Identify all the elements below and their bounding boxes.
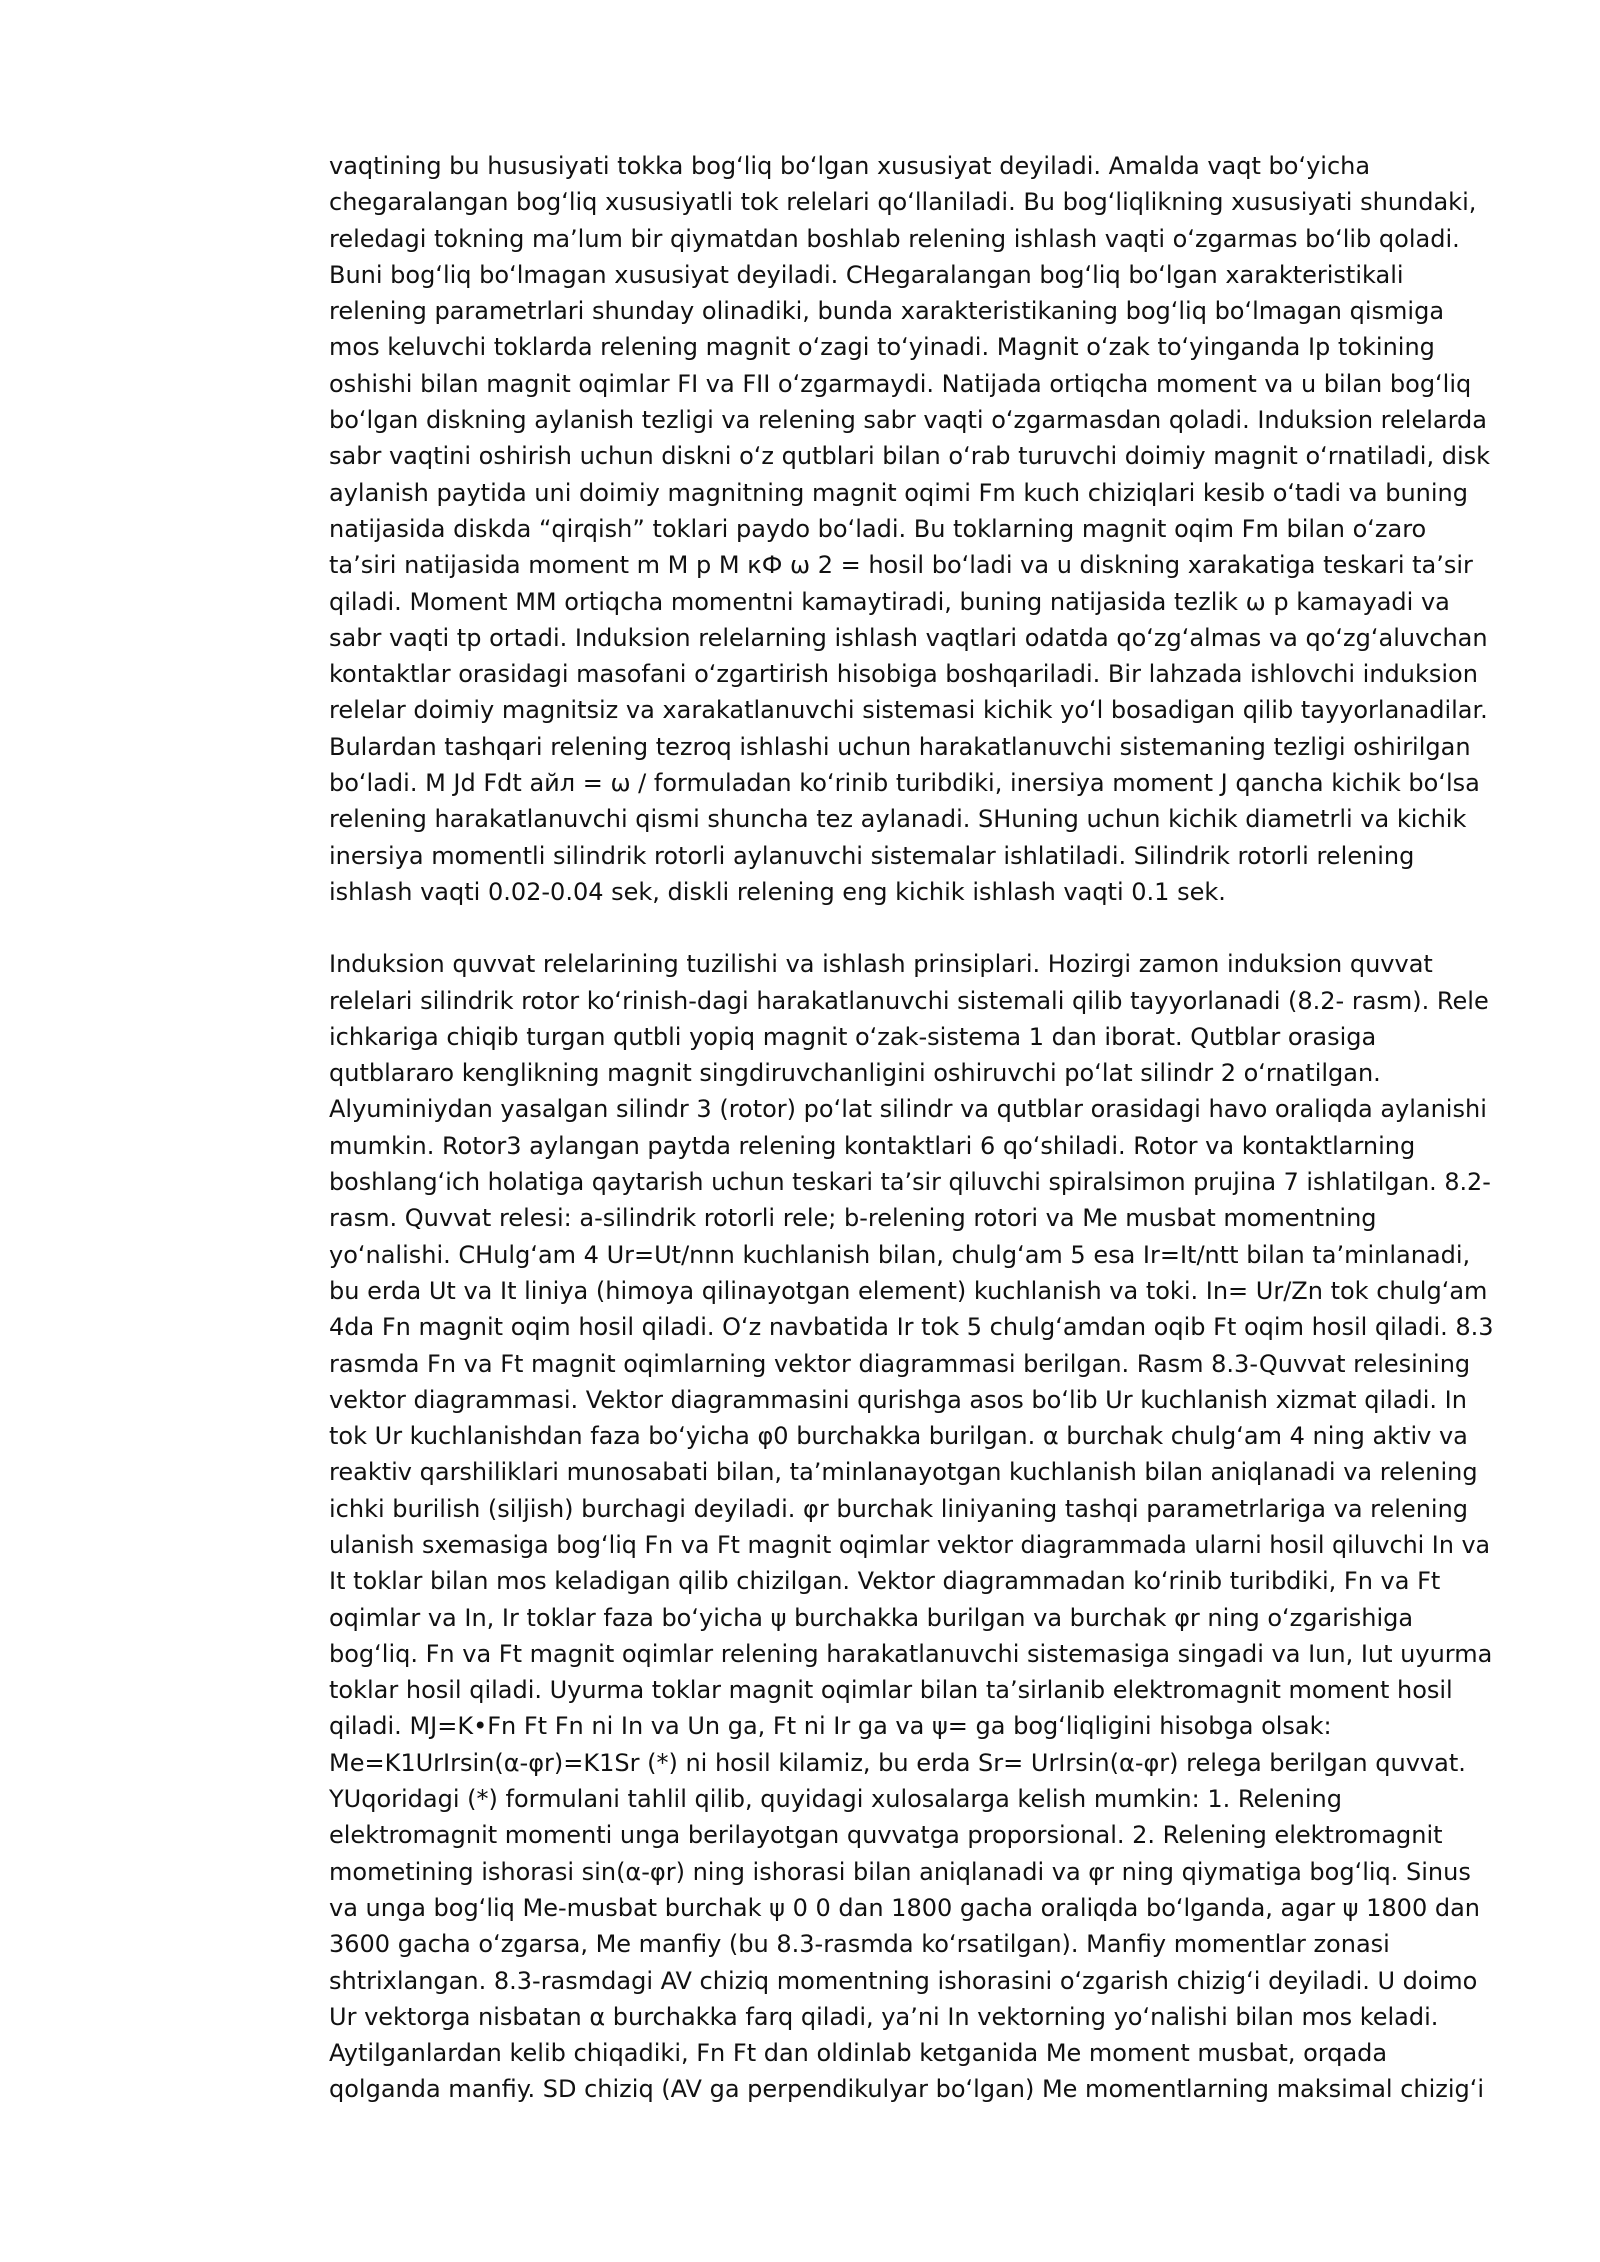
text-line: sabr vaqtini oshirish uchun diskni oʻz qutblari bilan oʻrab turuvchi doimiy magnit oʻrnatiladi, disk (329, 442, 1491, 471)
text-line: aylanish paytida uni doimiy magnitning magnit oqimi Fm kuch chiziqlari kesib oʻtadi va buning (329, 478, 1468, 507)
text-line: boʻlgan diskning aylanish tezligi va relening sabr vaqti oʻzgarmasdan qoladi. Induksion relelarda (329, 406, 1487, 435)
text-line: It toklar bilan mos keladigan qilib chizilgan. Vektor diagrammadan koʻrinib turibdiki, Fn va Ft (329, 1567, 1441, 1596)
text-line: rasm. Quvvat relesi: a-silindrik rotorli rele; b-relening rotori va Me musbat momentning (329, 1204, 1377, 1233)
text-line: ichki burilish (siljish) burchagi deyiladi. φr burchak liniyaning tashqi parametrlariga va relening (329, 1494, 1469, 1523)
text-line: boshlangʻich holatiga qaytarish uchun teskari taʼsir qiluvchi spiralsimon prujina 7 ishlatilgan. 8.2- (329, 1168, 1491, 1197)
text-line: rasmda Fn va Ft magnit oqimlarning vektor diagrammasi berilgan. Rasm 8.3-Quvvat relesining (329, 1349, 1471, 1378)
text-line: YUqoridagi (*) formulani tahlil qilib, quyidagi xulosalarga kelish mumkin: 1. Relening (329, 1785, 1343, 1814)
text-line: Bulardan tashqari relening tezroq ishlashi uchun harakatlanuvchi sistemaning tezligi oshirilgan (329, 732, 1471, 761)
text-line: reledagi tokning maʼlum bir qiymatdan boshlab relening ishlash vaqti oʻzgarmas boʻlib qoladi. (329, 224, 1460, 253)
text-line: qiladi. Moment MM ortiqcha momentni kamaytiradi, buning natijasida tezlik ω p kamayadi va (329, 587, 1450, 616)
document-body (329, 148, 1497, 2108)
text-line: toklar hosil qiladi. Uyurma toklar magnit oqimlar bilan taʼsirlanib elektromagnit moment hosil (329, 1676, 1453, 1705)
text-line: boʻladi. M Jd Fdt айл = ω / formuladan koʻrinib turibdiki, inersiya moment J qancha kichik boʻlsa (329, 769, 1480, 798)
text-line: oshishi bilan magnit oqimlar FI va FII oʻzgarmaydi. Natijada ortiqcha moment va u bilan bogʻliq (329, 369, 1472, 398)
text-line: bogʻliq. Fn va Ft magnit oqimlar relening harakatlanuvchi sistemasiga singadi va Iun, Iut uyurma (329, 1639, 1493, 1668)
text-line: vaqtining bu hususiyati tokka bogʻliq boʻlgan xususiyat deyiladi. Amalda vaqt boʻyicha (329, 152, 1371, 180)
text-line: mos keluvchi toklarda relening magnit oʻzagi toʻyinadi. Magnit oʻzak toʻyinganda Ip tokining (329, 333, 1435, 362)
text-line: Alyuminiydan yasalgan silindr 3 (rotor) poʻlat silindr va qutblar orasidagi havo oraliqda aylanishi (329, 1095, 1487, 1124)
text-line: oqimlar va In, Ir toklar faza boʻyicha ψ burchakka burilgan va burchak φr ning oʻzgarishiga (329, 1603, 1414, 1632)
text-line: ishlash vaqti 0.02-0.04 sek, diskli relening eng kichik ishlash vaqti 0.1 sek. (329, 877, 1226, 906)
text-line: relening parametrlari shunday olinadiki, bunda xarakteristikaning bogʻliq boʻlmagan qismiga (329, 297, 1445, 326)
text-line: Ur vektorga nisbatan α burchakka farq qiladi, yaʼni In vektorning yoʻnalishi bilan mos keladi. (329, 2002, 1439, 2031)
text-line: sabr vaqti tp ortadi. Induksion relelarning ishlash vaqtlari odatda qoʻzgʻalmas va qoʻzgʻaluvchan (329, 623, 1488, 652)
text-line: reaktiv qarshiliklari munosabati bilan, taʼminlanayotgan kuchlanish bilan aniqlanadi va relening (329, 1458, 1478, 1487)
text-line: bu erda Ut va It liniya (himoya qilinayotgan element) kuchlanish va toki. In= Ur/Zn tok chulgʻam (329, 1276, 1488, 1305)
text-line: va unga bogʻliq Me-musbat burchak ψ 0 0 dan 1800 gacha oraliqda boʻlganda, agar ψ 1800 dan (329, 1893, 1481, 1922)
text-line: mumkin. Rotor3 aylangan paytda relening kontaktlari 6 qoʻshiladi. Rotor va kontaktlarning (329, 1131, 1416, 1160)
text-line: inersiya momentli silindrik rotorli aylanuvchi sistemalar ishlatiladi. Silindrik rotorli relening (329, 841, 1415, 870)
text-line: relelar doimiy magnitsiz va xarakatlanuvchi sistemasi kichik yoʻl bosadigan qilib tayyorlanadilar. (329, 696, 1488, 725)
text-line: natijasida diskda “qirqish” toklari paydo boʻladi. Bu toklarning magnit oqim Fm bilan oʻzaro (329, 514, 1427, 543)
text-line: shtrixlangan. 8.3-rasmdagi AV chiziq momentning ishorasini oʻzgarish chizigʻi deyiladi. U doimo (329, 1966, 1478, 1995)
text-line: mometining ishorasi sin(α-φr) ning ishorasi bilan aniqlanadi va φr ning qiymatiga bogʻliq. Sinus (329, 1857, 1471, 1886)
text-line: kontaktlar orasidagi masofani oʻzgartirish hisobiga boshqariladi. Bir lahzada ishlovchi induksion (329, 660, 1478, 689)
text-line: relening harakatlanuvchi qismi shuncha tez aylanadi. SHuning uchun kichik diametrli va kichik (329, 805, 1467, 834)
text-line: vektor diagrammasi. Vektor diagrammasini qurishga asos boʻlib Ur kuchlanish xizmat qiladi. In (329, 1385, 1467, 1414)
text-line: relelari silindrik rotor koʻrinish-dagi harakatlanuvchi sistemali qilib tayyorlanadi (8.2- rasm). Rele (329, 986, 1489, 1015)
text-line: Induksion quvvat relelarining tuzilishi va ishlash prinsiplari. Hozirgi zamon induksion quvvat (329, 950, 1433, 979)
text-line: ichkariga chiqib turgan qutbli yopiq magnit oʻzak-sistema 1 dan iborat. Qutblar orasiga (329, 1022, 1377, 1051)
text-line: qolganda manfiy. SD chiziq (AV ga perpendikulyar boʻlgan) Me momentlarning maksimal chizigʻi (329, 2075, 1485, 2104)
text-line: qiladi. MJ=K•Fn Ft Fn ni In va Un ga, Ft ni Ir ga va ψ= ga bogʻliqligini hisobga olsak: (329, 1712, 1332, 1741)
text-line: yoʻnalishi. CHulgʻam 4 Ur=Ut/nnn kuchlanish bilan, chulgʻam 5 esa Ir=It/ntt bilan taʼminlanadi, (329, 1240, 1471, 1269)
text-line: 4da Fn magnit oqim hosil qiladi. Oʻz navbatida Ir tok 5 chulgʻamdan oqib Ft oqim hosil qiladi. 8.3 (329, 1313, 1494, 1342)
text-line: Buni bogʻliq boʻlmagan xususiyat deyiladi. CHegaralangan bogʻliq boʻlgan xarakteristikali (329, 260, 1404, 289)
text-line: taʼsiri natijasida moment m M p M кФ ω 2 = hosil boʻladi va u diskning xarakatiga teskari taʼsir (329, 551, 1473, 580)
text-line: ulanish sxemasiga bogʻliq Fn va Ft magnit oqimlar vektor diagrammada ularni hosil qiluvchi In va (329, 1530, 1491, 1559)
text-line: Aytilganlardan kelib chiqadiki, Fn Ft dan oldinlab ketganida Me moment musbat, orqada (329, 2039, 1388, 2068)
paragraph (329, 946, 1497, 2108)
text-line: chegaralangan bogʻliq xususiyatli tok relelari qoʻllaniladi. Bu bogʻliqlikning xususiyati shundaki, (329, 188, 1477, 217)
paragraph (329, 148, 1497, 910)
text-line: elektromagnit momenti unga berilayotgan quvvatga proporsional. 2. Relening elektromagnit (329, 1821, 1443, 1850)
text-line: Me=K1UrIrsin(α-φr)=K1Sr (*) ni hosil kilamiz, bu erda Sr= UrIrsin(α-φr) relega berilgan quvvat. (329, 1748, 1466, 1777)
text-line: qutblararo kenglikning magnit singdiruvchanligini oshiruvchi poʻlat silindr 2 oʻrnatilgan. (329, 1059, 1381, 1088)
text-line: tok Ur kuchlanishdan faza boʻyicha φ0 burchakka burilgan. α burchak chulgʻam 4 ning aktiv va (329, 1422, 1468, 1451)
text-line: 3600 gacha oʻzgarsa, Me manfiy (bu 8.3-rasmda koʻrsatilgan). Manfiy momentlar zonasi (329, 1930, 1390, 1959)
